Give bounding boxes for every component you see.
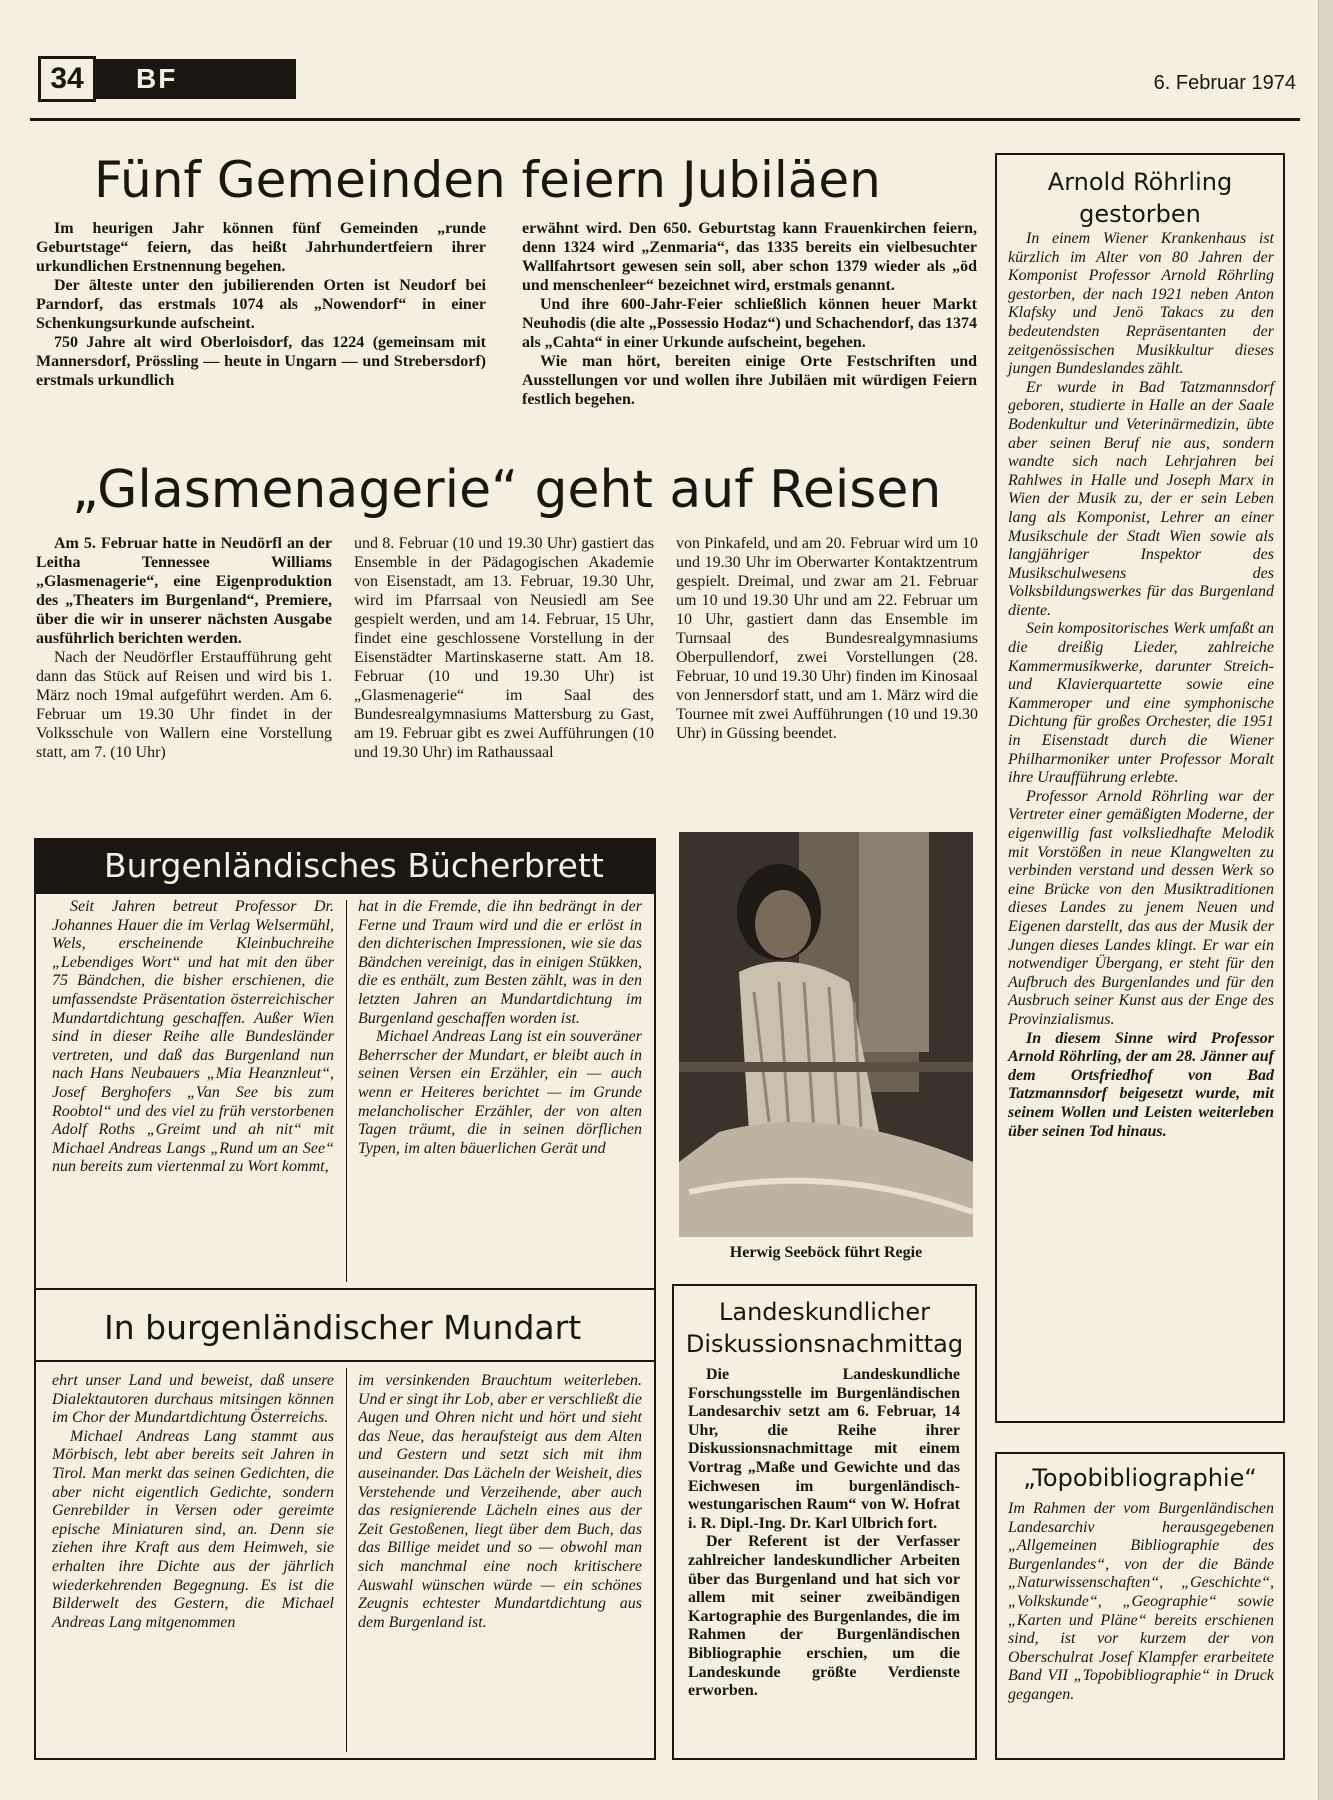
paragraph: Er wurde in Bad Tatzmannsdorf geboren, studierte in Halle an der Saale Bodenkultur und Veterinärmedizin, übte aber seinen Beruf nie aus, sondern wandte sich nach Lehrjahren bei Rahlwes in Halle und Joseph Marx in Wien der Musik zu, der er sein Leben lang als Komponist, Lehrer an einer Musikschule der Stadt Wien sowie als langjähriger Inspektor des Musikschulwesens des Volksbildungswerkes für das Burgenland diente. [1008, 378, 1274, 619]
mundart-rule [34, 1360, 656, 1362]
roehrling-headline [999, 166, 1281, 230]
paragraph: In diesem Sinne wird Professor Arnold Röhrling, der am 28. Jänner auf dem Ortsfriedhof von Bad Tatzmannsdorf beigesetzt wurde, mit seinem Wollen und Leisten weiterleben über seinen Tod hinaus. [1008, 1029, 1274, 1140]
headline-line: Diskussionsnachmittag [685, 1330, 964, 1358]
paragraph: Michael Andreas Lang stammt aus Mörbisch, lebt aber bereits seit Jahren in Tirol. Man merkt das seinen Gedichten, die aber nicht eigentlich Gedichte, sondern Genrebilder in Versen oder gereimte epische Miniaturen sind, an. Denn sie ziehen ihre Kraft aus dem Heimweh, sie erhalten ihre Dichte aus der jährlich wiederkehrenden Begegnung. Es ist die Bilderwelt des Gestern, die Michael Andreas Lang mitgenommen [52, 1427, 334, 1631]
portrait-photo [679, 832, 973, 1237]
paragraph: Der älteste unter den jubilierenden Orten ist Neudorf bei Parndorf, das erstmals 1074 als „Nowendorf“ in einer Schenkungsurkunde aufscheint. [36, 277, 486, 332]
landeskunde-text [688, 1366, 960, 1701]
paragraph: Im heurigen Jahr können fünf Gemeinden „runde Geburtstage“ feiern, das heißt Jahrhundertfeiern ihrer urkundlichen Erstnennung begehen. [36, 220, 486, 275]
paragraph: Und ihre 600-Jahr-Feier schließlich können heuer Markt Neuhodis (die alte „Possessio Hodaz“) und Schachendorf, das 1374 als „Cahta“ in einer Urkunde aufscheint, begehen. [522, 296, 977, 351]
paragraph: 750 Jahre alt wird Oberloisdorf, das 1224 (gemeinsam mit Mannersdorf, Prössling — heute in Ungarn — und Strebersdorf) erstmals urkundlich [36, 334, 486, 389]
glasmenagerie-col-2 [354, 534, 654, 762]
paragraph: von Pinkafeld, und am 20. Februar wird um 10 und 19.30 Uhr im Oberwarter Kontaktzentrum gespielt. Dreimal, und zwar am 21. Februar um 10 und 19.30 Uhr und am 22. Februar um 10 Uhr, gastiert dann das Ensemble im Turnsaal des Bundesrealgymnasiums Oberpullendorf, zwei Vorstellungen (28. Februar, 10 und 19.30 Uhr) finden im Kinosaal von Jennersdorf statt, und am 1. März wird die Tournee mit zwei Aufführungen (10 und 19.30 Uhr) in Güssing beendet. [676, 535, 978, 742]
headline-line: Landeskundlicher [719, 1298, 930, 1326]
paragraph: Seit Jahren betreut Professor Dr. Johannes Hauer die im Verlag Welsermühl, Wels, erscheinende Kleinbuchreihe „Lebendiges Wort“ und hat mit den über 75 Bändchen, die bisher erschienen, die umfassendste Präsentation österreichischer Mundartdichtung geschaffen. Außer Wien sind in dieser Reihe alle Bundesländer vertreten, und daß das Burgenland nun nach Hans Neubauers „Mia Heanznleut“, Josef Berghofers „Van See bis zum Roobtol“ und des viel zu früh verstorbenen Adolf Roths „Greimt und ah nit“ mit Michael Andreas Langs „Rund um an See“ nun bereits zum viertenmal zu Wort kommt, [52, 898, 334, 1176]
buecherbrett-col-2 [358, 898, 642, 1158]
glasmenagerie-headline: „Glasmenagerie“ geht auf Reisen [72, 460, 942, 520]
headline-line: Arnold Röhrling [1047, 168, 1233, 196]
paragraph: Sein kompositorisches Werk umfaßt an die dreißig Lieder, zahlreiche Kammermusikwerke, darunter Streich- und Klavierquartette sowie eine Kammeroper und eine symphonische Dichtung für großes Orchester, die 1951 in Eisenstadt durch die Wiener Philharmoniker unter Professor Moralt ihre Uraufführung erlebte. [1008, 620, 1274, 787]
glasmenagerie-col-1 [36, 534, 332, 762]
jubilaeen-col-1 [36, 219, 486, 390]
paragraph: im versinkenden Brauchtum weiterleben. Und er singt ihr Lob, aber er verschließt die Augen und Ohren nicht und hört und sieht das Neue, das heraufsteigt aus dem Alten und Gestern und setzt sich mit ihm auseinander. Das Lächeln der Weisheit, dies Verstehende und Verzeihende, aber auch das resignierende Lächeln eines aus der Zeit Gestoßenen, liegt über dem Buch, das das Billige meidet und so — obwohl man sich manchmal eine noch kritischere Auswahl wünschen würde — ein schönes Zeugnis echtester Mundartdichtung aus dem Burgenland ist. [358, 1372, 642, 1631]
photo-illustration [679, 832, 973, 1237]
paragraph: erwähnt wird. Den 650. Geburtstag kann Frauenkirchen feiern, denn 1324 wird „Zenmaria“, das 1335 bereits ein vielbesuchter Wallfahrtsort gewesen sein soll, aber schon 1379 wieder als „öd und menschenleer“ bezeichnet wird, erstmals genannt. [522, 220, 977, 294]
paragraph: Die Landeskundliche Forschungsstelle im Burgenländischen Landesarchiv setzt am 6. Februar, 14 Uhr, die Reihe ihrer Diskussionsnachmittage mit einem Vortrag „Maße und Gewichte und das Eichwesen im burgenländisch-westungarischen Raum“ von W. Hofrat i. R. Dipl.-Ing. Dr. Karl Ulbrich fort. [688, 1366, 960, 1532]
paragraph: Professor Arnold Röhrling war der Vertreter einer gemäßigten Moderne, der eigenwillig fast volksliedhafte Melodik mit Vorstößen in neue Klangwelten zu verbinden verstand und dessen Werk so eine Brücke von den Musiktraditionen dieses Landes zu jenem Neuen und Eigenen darstellt, das aus der Musik der Jungen dieses Landes klingt. Er war ein notwendiger Übergang, er steht für den Aufbruch des Burgenlandes und für den Ausbruch seiner Kunst aus der Enge des Provinzialismus. [1008, 787, 1274, 1028]
buecherbrett-headline: Burgenländisches Bücherbrett [34, 838, 656, 894]
roehrling-text [1008, 230, 1274, 1141]
paragraph: Michael Andreas Lang ist ein souveräner Beherrscher der Mundart, er bleibt auch in seinen Versen ein Erzähler, ein — auch wenn er Heiteres berichtet — im Grunde melancholischer Erzähler, der von alten Tagen träumt, die in seinen dörflichen Typen, im alten bäuerlichen Gerät und [358, 1028, 642, 1157]
paragraph: In einem Wiener Krankenhaus ist kürzlich im Alter von 80 Jahren der Komponist Professor Arnold Röhrling gestorben, der nach 1921 neben Anton Klafsky und Jenö Takacs zu den bedeutendsten Repräsentanten der zeitgenössischen Musikkultur dieses jungen Bundeslandes zählt. [1008, 230, 1274, 378]
mundart-col-2 [358, 1372, 642, 1632]
paragraph: Wie man hört, bereiten einige Orte Festschriften und Ausstellungen vor und wollen ihre Jubiläen mit würdigen Feiern festlich begehen. [522, 353, 977, 408]
masthead-rule [30, 118, 1300, 121]
paragraph: Am 5. Februar hatte in Neudörfl an der Leitha Tennessee Williams „Glasmenagerie“, eine Eigenproduktion des „Theaters im Burgenland“, Premiere, über die wir in unserer nächsten Ausgabe ausführlich berichten werden. [36, 535, 332, 647]
paragraph: Nach der Neudörfler Erstaufführung geht dann das Stück auf Reisen und wird bis 1. März noch 19mal aufgeführt werden. Am 6. Februar um 19.30 Uhr findet in der Volksschule von Wallern eine Vorstellung statt, am 7. (10 Uhr) [36, 649, 332, 761]
page-edge [1318, 0, 1333, 1800]
masthead [38, 56, 1296, 106]
jubilaeen-col-2 [522, 219, 977, 409]
jubilaeen-headline: Fünf Gemeinden feiern Jubiläen [94, 151, 881, 209]
paragraph: und 8. Februar (10 und 19.30 Uhr) gastiert das Ensemble in der Pädagogischen Akademie von Eisenstadt, am 13. Februar, 19.30 Uhr, wird im Pfarrsaal von Neusiedl am See gespielt werden, und am 14. Februar, 15 Uhr, findet eine geschlossene Vorstellung in der Eisenstädter Martinskaserne statt. Am 18. Februar (10 und 19.30 Uhr) ist „Glasmenagerie“ im Saal des Bundesrealgymnasiums Mattersburg zu Gast, am 19. Februar gibt es zwei Aufführungen (10 und 19.30 Uhr) im Rathaussaal [354, 535, 654, 761]
paragraph: ehrt unser Land und beweist, daß unsere Dialektautoren durchaus mitsingen können im Chor der Mundartdichtung Österreichs. [52, 1372, 334, 1427]
column-divider [346, 900, 347, 1282]
photo-caption: Herwig Seeböck führt Regie [729, 1244, 923, 1261]
paragraph: hat in die Fremde, die ihn bedrängt in der Ferne und Traum wird und die er erlöst in den dichterischen Impressionen, wie sie das Bändchen vereinigt, das in einigen Stükken, die es enthält, zum Besten zählt, was in den letzten Jahren an Mundartdichtung im Burgenland geschaffen worden ist. [358, 898, 642, 1027]
paragraph: Der Referent ist der Verfasser zahlreicher landeskundlicher Arbeiten über das Burgenland und hat sich vor allem mit seiner zweibändigen Kartographie des Burgenlandes, die im Rahmen der Burgenländischen Bibliographie erschien, um die Landeskunde größte Verdienste erworben. [688, 1533, 960, 1700]
topo-headline: „Topobibliographie“ [1023, 1464, 1257, 1492]
issue-date: 6. Februar 1974 [1153, 72, 1296, 94]
column-divider [346, 1368, 347, 1752]
topo-text [1008, 1500, 1274, 1705]
page-number: 34 [38, 56, 96, 102]
buecherbrett-col-1 [52, 898, 334, 1177]
section-label: BF [96, 59, 296, 99]
landeskunde-headline [676, 1296, 973, 1360]
mundart-headline: In burgenländischer Mundart [104, 1308, 582, 1347]
glasmenagerie-col-3 [676, 534, 978, 743]
mundart-col-1 [52, 1372, 334, 1632]
paragraph: Im Rahmen der vom Burgenländischen Landesarchiv herausgegebenen „Allgemeinen Bibliographie des Burgenlandes“, von der die Bände „Naturwissenschaften“, „Geschichte“, „Volkskunde“, „Geographie“ sowie „Karten und Pläne“ bereits erschienen sind, ist vor kurzem der von Oberschulrat Josef Klampfer erarbeitete Band VII „Topobibliographie“ in Druck gegangen. [1008, 1500, 1274, 1703]
headline-line: gestorben [1079, 200, 1201, 228]
